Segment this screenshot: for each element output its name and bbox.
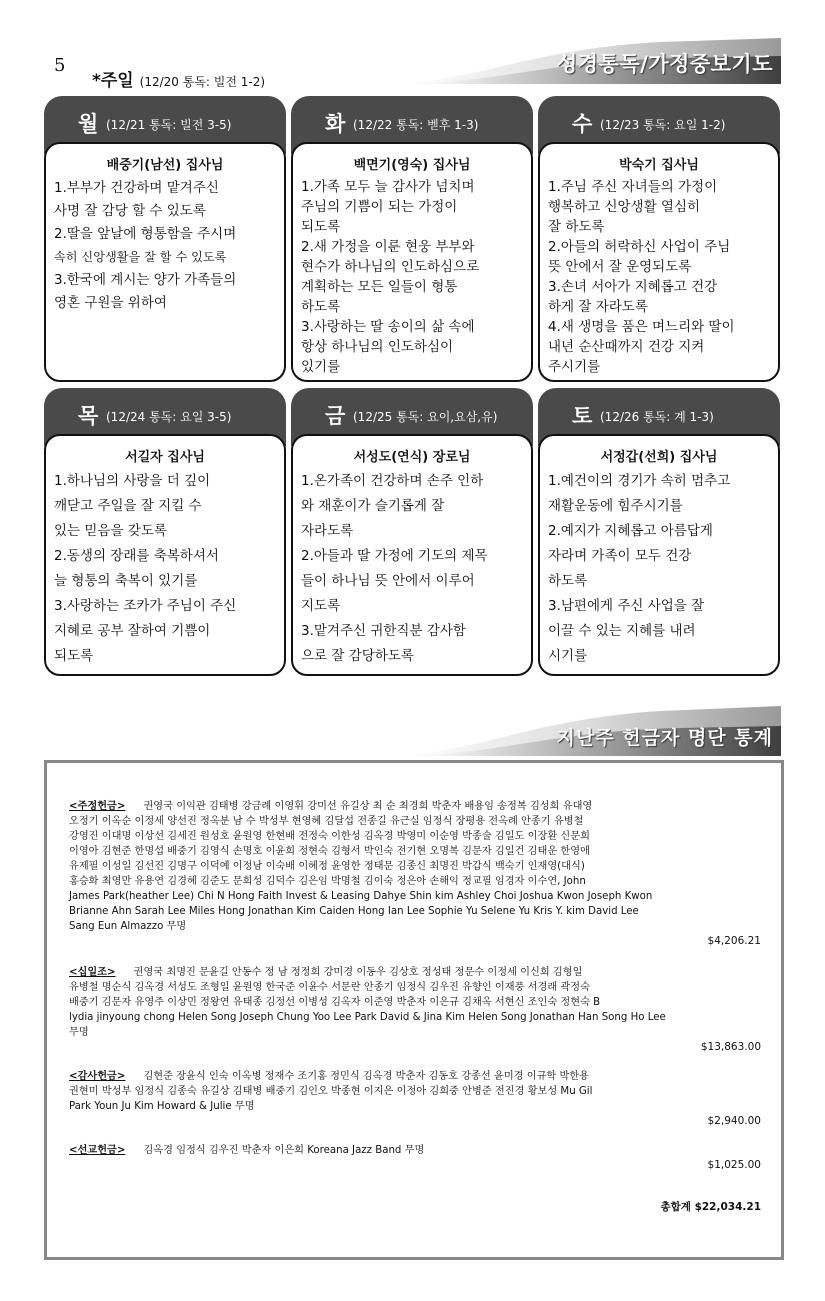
list-item: 하도록 [548, 573, 588, 589]
list-item: 되도록 [301, 219, 341, 235]
day-label: 수 [572, 112, 593, 136]
list-item: 3.사랑하는 딸 송이의 삶 속에 [301, 319, 475, 335]
donor-line: 홍승화 최영만 유용연 김경혜 김준도 문희성 김덕수 김은임 박명철 김이숙 정은아 손해익 정교필 임경자 이수연, John [69, 876, 586, 887]
offering-section-sunday [69, 799, 761, 934]
list-item: 2.아들의 허락하신 사업이 주님 [548, 239, 731, 255]
list-item: 사명 잘 감당 할 수 있도록 [54, 203, 206, 219]
list-item: 있기를 [301, 359, 341, 375]
list-item: 1.온가족이 건강하며 손주 인하 [301, 473, 484, 489]
list-item: 와 재훈이가 슬기롭게 잘 [301, 498, 445, 514]
reading-ref: (12/23 통독: 요일 1-2) [600, 118, 726, 132]
sunday-label: *주일 [92, 71, 134, 91]
prayer-person: 서길자 집사님 [125, 450, 205, 465]
donor-line: 강영진 이대명 이상선 김세진 원성호 윤원영 한현배 전정숙 이한성 김옥경 박영미 이순영 박종술 김일도 이장환 신문희 [69, 831, 590, 842]
list-item: 1.주님 주신 자녀들의 가정이 [548, 179, 718, 195]
list-item: 지혜로 공부 잘하여 기쁨이 [54, 623, 211, 639]
prayer-list [293, 469, 531, 669]
list-item: 뜻 안에서 잘 운영되도록 [548, 259, 692, 275]
reading-ref: (12/25 통독: 요이,요삼,유) [353, 410, 498, 424]
prayer-person: 서정갑(선희) 집사님 [600, 450, 718, 465]
donor-line: Sang Eun Almazzo 무명 [69, 921, 187, 932]
list-item: 현수가 하나님의 인도하심으로 [301, 259, 480, 275]
list-item: 있는 믿음을 갖도록 [54, 523, 167, 539]
card-body [538, 434, 780, 676]
offering-section-mission [69, 1143, 761, 1158]
list-item: 속히 신앙생활을 잘 할 수 있도록 [54, 250, 227, 264]
donor-line: lydia jinyoung chong Helen Song Joseph Chung Yoo Lee Park David & Jina Kim Helen Song Jonathan Han Song Ho Lee [69, 1012, 666, 1023]
prayer-list [46, 469, 284, 669]
offering-section-thanks [69, 1069, 761, 1114]
list-item: 이끌 수 있는 지혜를 내려 [548, 623, 696, 639]
offering-amount-mission: $1,025.00 [707, 1159, 761, 1171]
list-item: 3.한국에 계시는 양가 가족들의 [54, 272, 237, 288]
donor-line: James Park(heather Lee) Chi N Hong Faith Invest & Leasing Dahye Shin kim Ashley Choi Joshua Kwon Joseph Kwon [69, 891, 653, 902]
sunday-reading-ref: (12/20 통독: 빌전 1-2) [139, 75, 266, 89]
card-body [291, 142, 533, 382]
day-label: 토 [572, 404, 593, 428]
list-item: 자라며 가족이 모두 건강 [548, 548, 692, 564]
offering-label: <감사헌금> [69, 1071, 126, 1082]
donor-line: 유제필 이성일 김선진 김명구 이덕예 이정남 이숙배 이혜정 윤영한 정태문 김종신 최명진 박갑식 백숙기 인재영(대식) [69, 861, 585, 872]
banner-offering-title: 지난주 헌금자 명단 통계 [556, 727, 773, 749]
list-item: 4.새 생명을 품은 며느리와 딸이 [548, 319, 735, 335]
donor-line: 권영국 이익관 김태병 강금례 이영휘 강미선 유길상 최 순 최경희 박춘자 배용임 송정복 김성희 유대영 [143, 801, 593, 812]
list-item: 3.손녀 서아가 지혜롭고 건강 [548, 279, 718, 295]
list-item: 3.남편에게 주신 사업을 잘 [548, 598, 705, 614]
offering-label: <십일조> [69, 967, 116, 978]
grand-total: 총합계 $22,034.21 [660, 1201, 761, 1213]
sunday-reading [92, 66, 265, 91]
list-item: 1.가족 모두 늘 감사가 넘치며 [301, 179, 475, 195]
list-item: 주시기를 [548, 359, 601, 375]
prayer-person: 백면기(영숙) 집사님 [353, 158, 471, 173]
donor-line: 권영국 최명진 문윤길 안동수 정 남 정정희 강미경 이동우 김상호 정성태 정문수 이정세 이신희 김형일 [133, 967, 583, 978]
offering-label: <주정헌금> [69, 801, 126, 812]
card-body [44, 434, 286, 676]
prayer-list [293, 177, 531, 377]
list-item: 깨닫고 주일을 잘 지킬 수 [54, 498, 202, 514]
donor-line: 유병철 명순식 김옥경 서성도 조형일 윤원영 한국준 이윤수 서문란 안종기 임정식 김우진 유향인 이재풍 서경래 곽정숙 [69, 982, 590, 993]
offering-label: <선교헌금> [69, 1145, 126, 1156]
banner-offering [401, 706, 781, 756]
prayer-list [46, 177, 284, 315]
day-label: 화 [325, 112, 346, 136]
list-item: 재활운동에 힘주시기를 [548, 498, 683, 514]
donor-line: 김옥경 임정식 김우진 박춘자 이은희 Koreana Jazz Band 무명 [143, 1145, 425, 1156]
card-body [291, 434, 533, 676]
donor-line: 권현미 박성부 임정식 김종숙 유길상 김태병 배중기 김인오 박종현 이지은 이정아 김희중 안병준 전진경 황보성 Mu Gil [69, 1086, 593, 1097]
day-label: 월 [78, 112, 99, 136]
donor-line: 김현준 장윤식 인숙 이옥병 정재수 조기홍 정민식 김옥경 박춘자 김동호 강종선 윤미경 이규학 박한용 [143, 1071, 590, 1082]
list-item: 시기를 [548, 648, 588, 664]
reading-ref: (12/26 통독: 계 1-3) [600, 410, 714, 424]
list-item: 3.맡겨주신 귀한직분 감사함 [301, 623, 466, 639]
banner-prayer-title: 성경통독/가정중보기도 [556, 52, 773, 76]
prayer-person: 서성도(연식) 장로님 [353, 450, 471, 465]
reading-ref: (12/24 통독: 요일 3-5) [106, 410, 232, 424]
list-item: 1.하나님의 사랑을 더 깊이 [54, 473, 211, 489]
page-number: 5 [54, 55, 66, 76]
prayer-person: 배중기(남선) 집사님 [106, 158, 224, 173]
donor-line: Brianne Ahn Sarah Lee Miles Hong Jonathan Kim Caiden Hong Ian Lee Sophie Yu Selene Yu Kris Y. kim David Lee [69, 906, 639, 917]
list-item: 2.새 가정을 이룬 현웅 부부와 [301, 239, 475, 255]
list-item: 늘 형통의 축복이 있기를 [54, 573, 198, 589]
offering-section-tithe [69, 965, 761, 1040]
list-item: 잘 하도록 [548, 219, 605, 235]
day-label: 목 [78, 404, 99, 428]
list-item: 계획하는 모든 일들이 형통 [301, 279, 458, 295]
donor-line: 이영아 김현준 한명섭 배중기 김영식 손명호 이윤희 정현숙 김형서 박인숙 전기현 오명복 김문자 김일건 김태운 한영애 [69, 846, 590, 857]
banner-prayer [401, 38, 781, 84]
list-item: 영혼 구원을 위하여 [54, 295, 167, 311]
list-item: 되도록 [54, 648, 94, 664]
list-item: 3.사랑하는 조카가 주님이 주신 [54, 598, 237, 614]
donor-line: 오정기 이옥순 이정세 양선진 정옥분 남 수 박성부 현영혜 김달섭 전종길 유근실 임정식 장평용 전옥례 안종기 유병철 [69, 816, 584, 827]
list-item: 하게 잘 자라도록 [548, 299, 648, 315]
list-item: 2.딸을 앞날에 형통함을 주시며 [54, 226, 237, 242]
list-item: 자라도록 [301, 523, 354, 539]
list-item: 2.예지가 지혜롭고 아름답게 [548, 523, 713, 539]
offering-box [44, 760, 784, 1260]
list-item: 1.부부가 건강하며 맡겨주신 [54, 180, 219, 196]
list-item: 주님의 기쁨이 되는 가정이 [301, 199, 458, 215]
prayer-list [540, 469, 778, 669]
reading-ref: (12/22 통독: 벧후 1-3) [353, 118, 479, 132]
list-item: 내년 순산때까지 건강 지켜 [548, 339, 705, 355]
list-item: 들이 하나님 뜻 안에서 이루어 [301, 573, 475, 589]
prayer-person: 박숙기 집사님 [619, 158, 699, 173]
prayer-list [540, 177, 778, 377]
list-item: 행복하고 신앙생활 열심히 [548, 199, 701, 215]
list-item: 항상 하나님의 인도하심이 [301, 339, 454, 355]
list-item: 2.동생의 장래를 축복하셔서 [54, 548, 219, 564]
donor-line: 무명 [69, 1027, 89, 1038]
day-label: 금 [325, 404, 346, 428]
list-item: 으로 잘 감당하도록 [301, 648, 414, 664]
list-item: 1.예건이의 경기가 속히 멈추고 [548, 473, 731, 489]
card-body [44, 142, 286, 382]
offering-amount-sunday: $4,206.21 [707, 935, 761, 947]
list-item: 지도록 [301, 598, 341, 614]
card-body [538, 142, 780, 382]
list-item: 하도록 [301, 299, 341, 315]
donor-line: 배중기 김문자 유영주 이상민 정왕연 유태종 김정선 이병성 김옥자 이준영 박춘자 이은규 김채옥 서현신 조인숙 정현숙 B [69, 997, 601, 1008]
offering-amount-thanks: $2,940.00 [707, 1115, 761, 1127]
reading-ref: (12/21 통독: 빌전 3-5) [106, 118, 232, 132]
donor-line: Park Youn Ju Kim Howard & Julie 무명 [69, 1101, 255, 1112]
offering-amount-tithe: $13,863.00 [700, 1041, 761, 1053]
list-item: 2.아들과 딸 가정에 기도의 제목 [301, 548, 488, 564]
